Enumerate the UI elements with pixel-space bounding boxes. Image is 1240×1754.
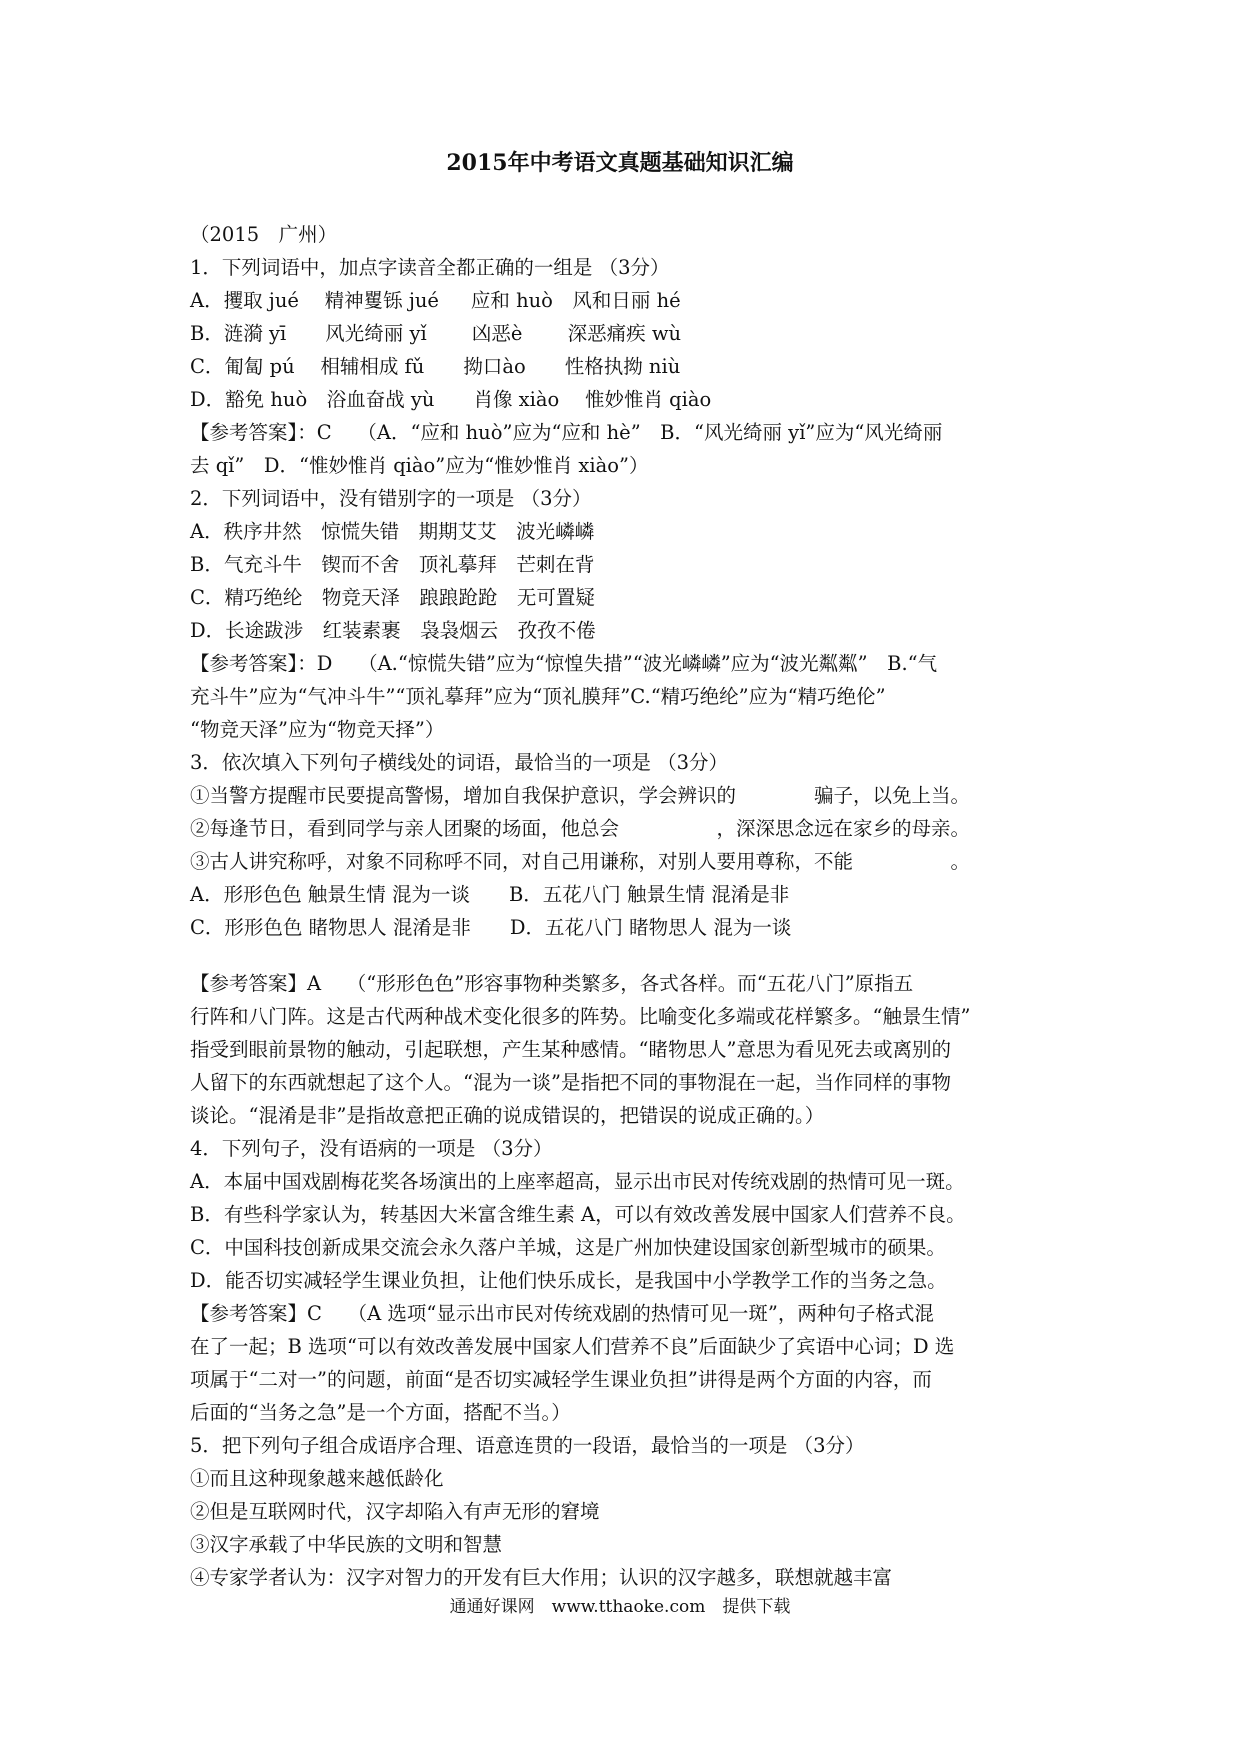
- document-title: 2015年中考语文真题基础知识汇编: [446, 150, 794, 176]
- text-line: ③古人讲究称呼，对象不同称呼不同，对自己用谦称，对别人要用尊称，不能 。: [190, 850, 971, 873]
- text-line: “物竞天泽”应为“物竞天择”）: [190, 718, 445, 741]
- text-line: ②每逢节日，看到同学与亲人团聚的场面，他总会 ，深深思念远在家乡的母亲。: [190, 817, 971, 840]
- text-line: 【参考答案】C （A 选项“显示出市民对传统戏剧的热情可见一斑”，两种句子格式混: [190, 1302, 934, 1325]
- text-line: 在了一起；B 选项“可以有效改善发展中国家人们营养不良”后面缺少了宾语中心词；D 选: [190, 1335, 955, 1358]
- text-line: B．有些科学家认为，转基因大米富含维生素 A，可以有效改善发展中国家人们营养不良。: [190, 1203, 966, 1226]
- text-line: 项属于“二对一”的问题，前面“是否切实减轻学生课业负担”讲得是两个方面的内容，而: [190, 1368, 932, 1391]
- text-line: 2．下列词语中，没有错别字的一项是 （3分）: [190, 487, 592, 510]
- text-line: 1．下列词语中，加点字读音全都正确的一组是 （3分）: [190, 256, 670, 279]
- text-line: ②但是互联网时代，汉字却陷入有声无形的窘境: [190, 1500, 600, 1523]
- text-line: D．能否切实减轻学生课业负担，让他们快乐成长，是我国中小学教学工作的当务之急。: [190, 1269, 947, 1292]
- text-line: D．长途跋涉 红装素裹 袅袅烟云 孜孜不倦: [190, 619, 596, 642]
- text-line: C．中国科技创新成果交流会永久落户羊城，这是广州加快建设国家创新型城市的硕果。: [190, 1236, 946, 1259]
- text-line: A．本届中国戏剧梅花奖各场演出的上座率超高，显示出市民对传统戏剧的热情可见一斑。: [190, 1170, 965, 1193]
- page-footer: 通通好课网 www.tthaoke.com 提供下载: [449, 1597, 791, 1617]
- text-line: 5．把下列句子组合成语序合理、语意连贯的一段语，最恰当的一项是 （3分）: [190, 1434, 865, 1457]
- text-line: 充斗牛”应为“气冲斗牛”“顶礼摹拜”应为“顶礼膜拜”C.“精巧绝纶”应为“精巧绝伦”: [190, 685, 886, 708]
- text-line: 【参考答案】A （“形形色色”形容事物种类繁多，各式各样。而“五花八门”原指五: [190, 972, 914, 995]
- text-line: 【参考答案】：C （A．“应和 huò”应为“应和 hè” B．“风光绮丽 yǐ”应为“风光绮丽: [190, 421, 943, 444]
- text-line: ①而且这种现象越来越低龄化: [190, 1467, 444, 1490]
- document-body: [190, 218, 1060, 1594]
- text-line: ③汉字承载了中华民族的文明和智慧: [190, 1533, 503, 1556]
- text-line: A．秩序井然 惊慌失错 期期艾艾 波光嶙嶙: [190, 520, 595, 543]
- text-line: C．匍匐 pú 相辅相成 fǔ 拗口ào 性格执拗 niù: [190, 355, 681, 378]
- text-line: 人留下的东西就想起了这个人。“混为一谈”是指把不同的事物混在一起，当作同样的事物: [190, 1071, 951, 1094]
- text-line: A．攫取 jué 精神矍铄 jué 应和 huò 风和日丽 hé: [190, 289, 681, 312]
- text-line: （2015 广州）: [190, 223, 338, 246]
- text-line: C．形形色色 睹物思人 混淆是非 D．五花八门 睹物思人 混为一谈: [190, 916, 792, 939]
- text-line: ④专家学者认为：汉字对智力的开发有巨大作用；认识的汉字越多，联想就越丰富: [190, 1566, 893, 1589]
- text-line: 谈论。“混淆是非”是指故意把正确的说成错误的，把错误的说成正确的。）: [190, 1104, 825, 1127]
- text-line: 4．下列句子，没有语病的一项是 （3分）: [190, 1137, 553, 1160]
- text-line: 后面的“当务之急”是一个方面，搭配不当。）: [190, 1401, 571, 1424]
- text-line: D．豁免 huò 浴血奋战 yù 肖像 xiào 惟妙惟肖 qiào: [190, 388, 712, 411]
- text-line: 指受到眼前景物的触动，引起联想，产生某种感情。“睹物思人”意思为看见死去或离别的: [190, 1038, 951, 1061]
- text-line: A．形形色色 触景生情 混为一谈 B．五花八门 触景生情 混淆是非: [190, 883, 790, 906]
- blank-line: [190, 944, 1060, 967]
- text-line: B．气充斗牛 锲而不舍 顶礼摹拜 芒刺在背: [190, 553, 595, 576]
- text-line: ①当警方提醒市民要提高警惕，增加自我保护意识，学会辨识的 骗子，以免上当。: [190, 784, 971, 807]
- text-line: C．精巧绝纶 物竞天泽 踉踉跄跄 无可置疑: [190, 586, 595, 609]
- text-line: B．涟漪 yī 风光绮丽 yǐ 凶恶è 深恶痛疾 wù: [190, 322, 682, 345]
- text-line: 3．依次填入下列句子横线处的词语，最恰当的一项是 （3分）: [190, 751, 729, 774]
- text-line: 去 qǐ” D．“惟妙惟肖 qiào”应为“惟妙惟肖 xiào”）: [190, 454, 649, 477]
- text-line: 【参考答案】：D （A.“惊慌失错”应为“惊惶失措”“波光嶙嶙”应为“波光粼粼” B.“气: [190, 652, 938, 675]
- text-line: 行阵和八门阵。这是古代两种战术变化很多的阵势。比喻变化多端或花样繁多。“触景生情”: [190, 1005, 971, 1028]
